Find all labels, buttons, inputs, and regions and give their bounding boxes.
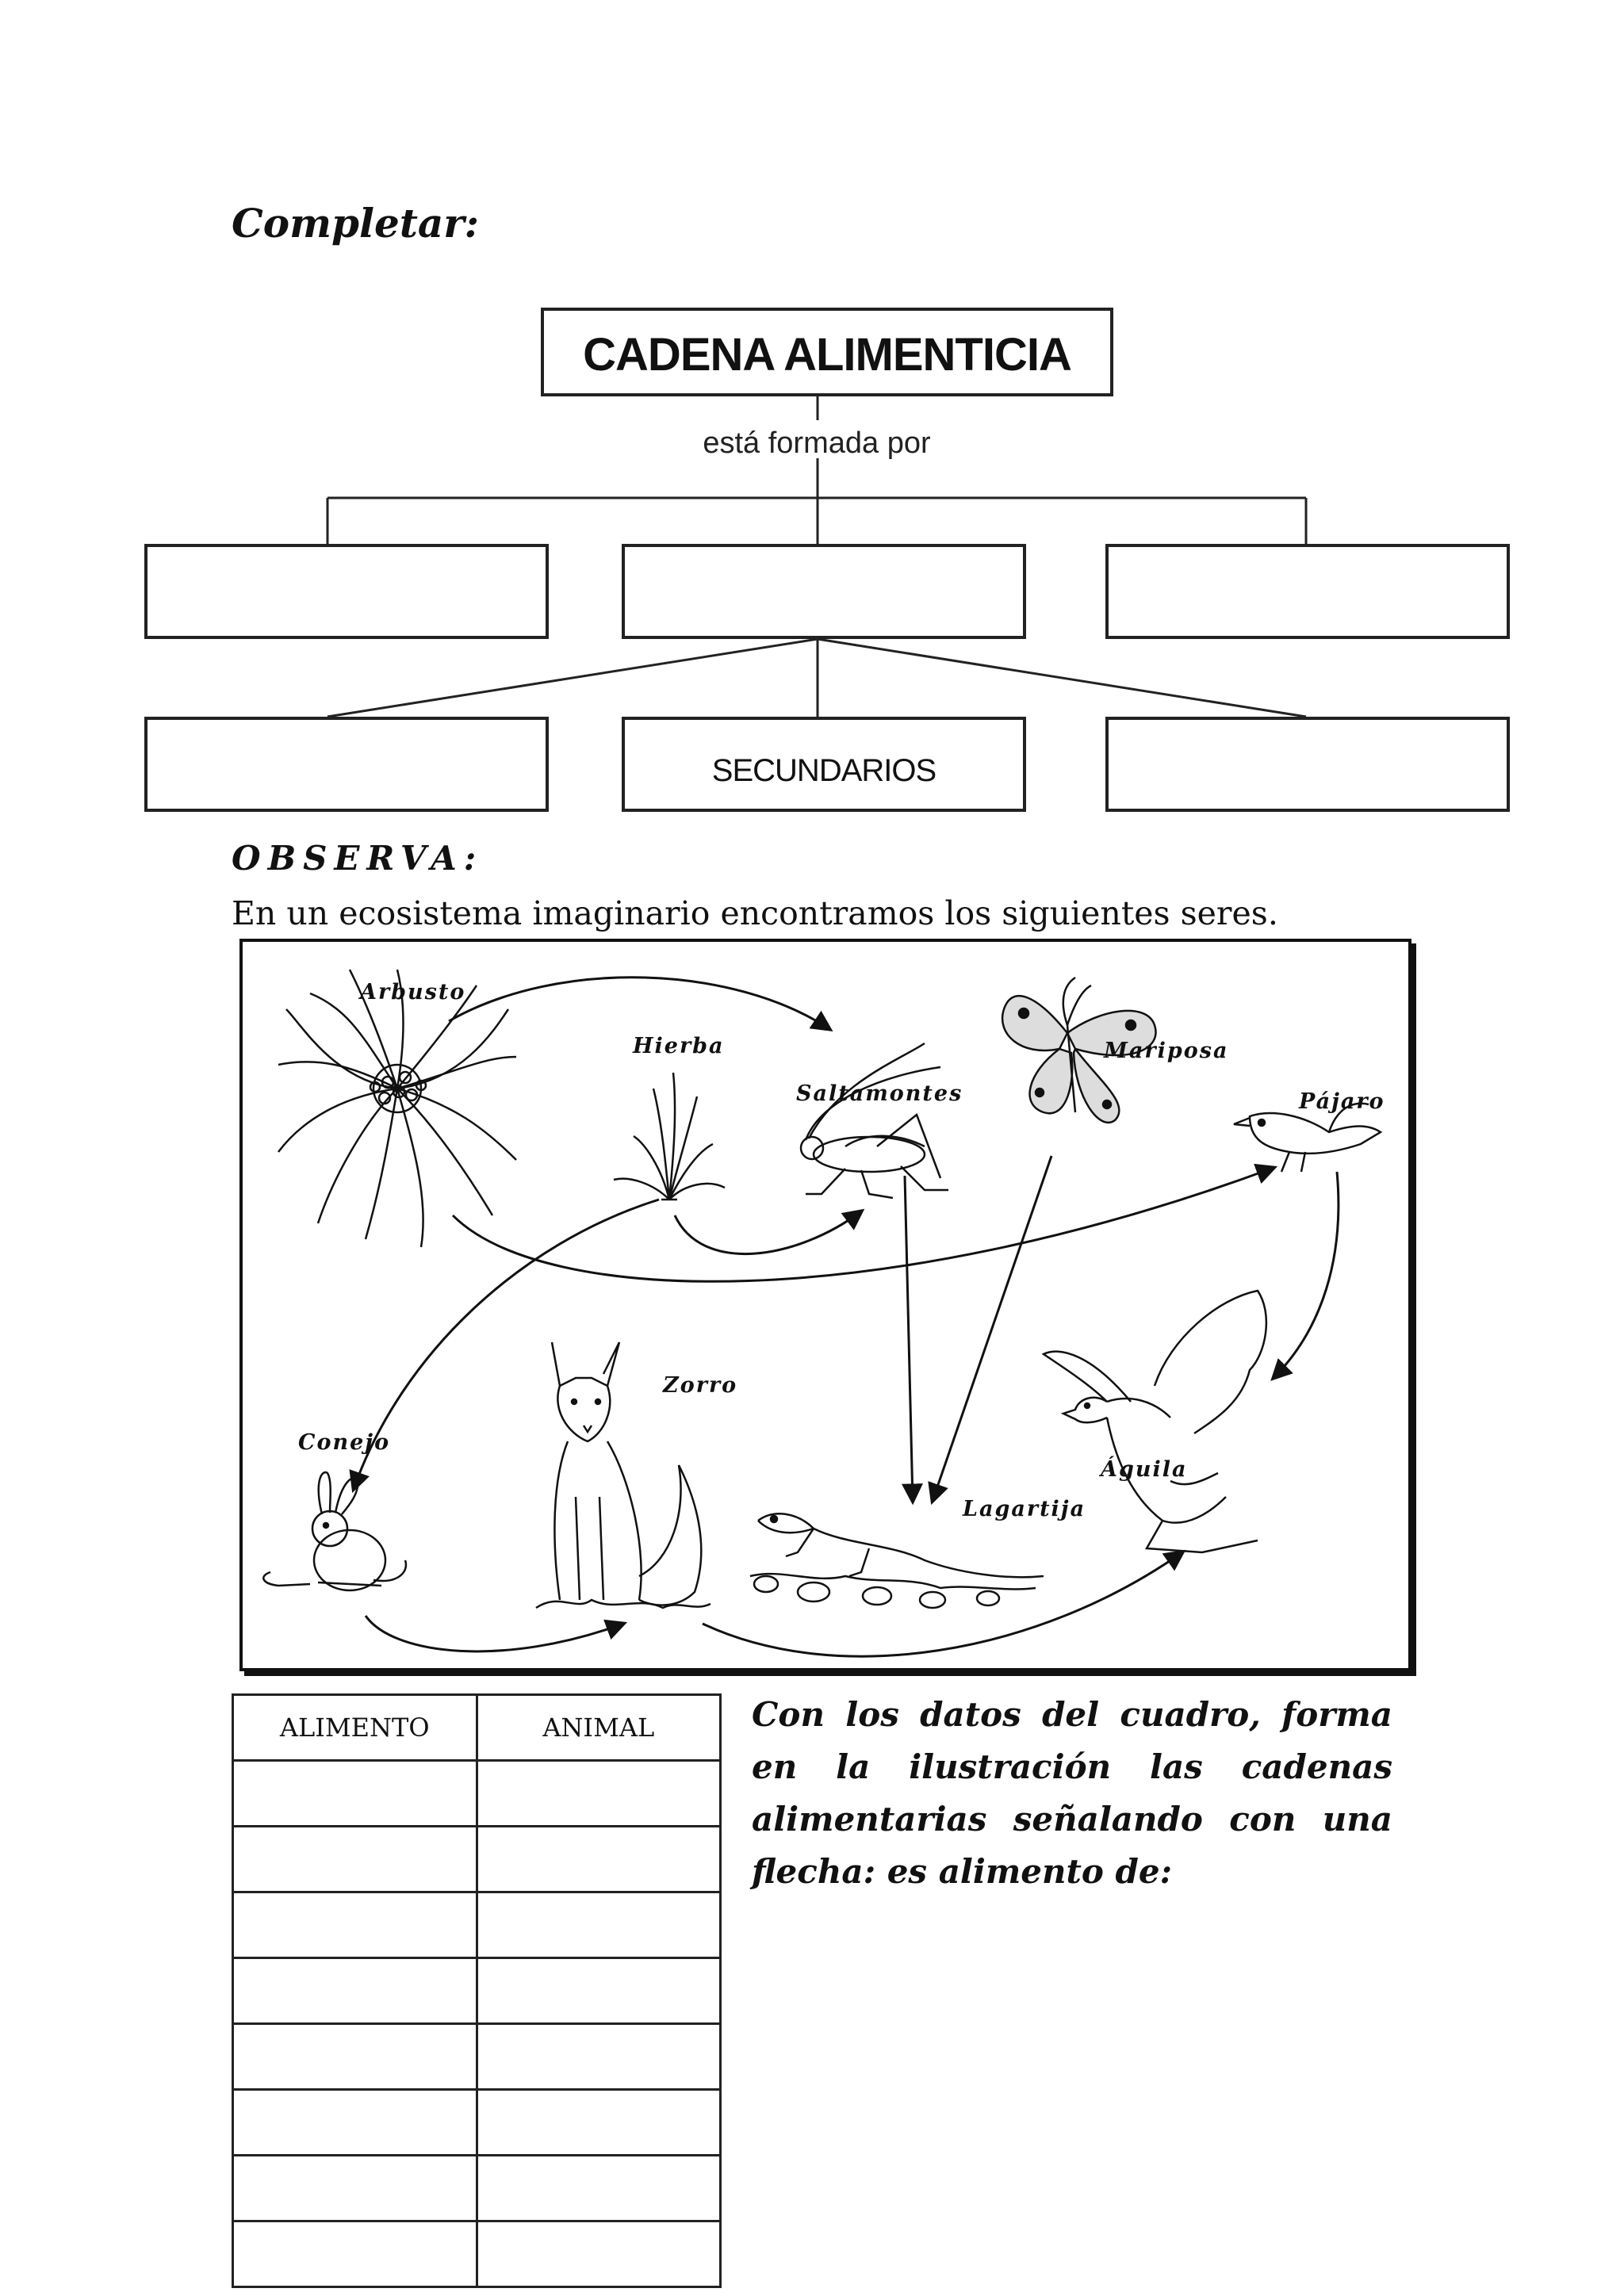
level1-box-right[interactable] xyxy=(1105,544,1510,639)
label-lagartija: Lagartija xyxy=(963,1497,1086,1521)
cell-alimento[interactable] xyxy=(233,2090,477,2156)
rabbit-drawing xyxy=(263,1472,406,1590)
cell-animal[interactable] xyxy=(477,1761,721,1827)
table-row xyxy=(233,2156,721,2221)
shrub-drawing xyxy=(278,970,516,1247)
table-row xyxy=(233,1958,721,2024)
label-mariposa: Mariposa xyxy=(1104,1039,1229,1063)
header-alimento: ALIMENTO xyxy=(233,1695,477,1761)
label-pajaro: Pájaro xyxy=(1299,1089,1385,1114)
completar-heading: Completar: xyxy=(232,200,480,247)
cell-animal[interactable] xyxy=(477,2156,721,2221)
instructions-text: Con los datos del cuadro, forma en la ilustración las cadenas alimentarias señalando con una flecha: es alimento de: xyxy=(752,1695,1392,1891)
table-row xyxy=(233,1892,721,1958)
ecosystem-illustration xyxy=(239,939,1411,1671)
cell-alimento[interactable] xyxy=(233,2024,477,2090)
level1-box-center[interactable] xyxy=(622,544,1026,639)
cell-animal[interactable] xyxy=(477,2024,721,2090)
label-conejo: Conejo xyxy=(298,1430,391,1455)
grass-drawing xyxy=(614,1073,725,1200)
cell-alimento[interactable] xyxy=(233,1892,477,1958)
label-zorro: Zorro xyxy=(663,1373,738,1398)
connector-label: está formada por xyxy=(703,427,931,460)
cell-alimento[interactable] xyxy=(233,2221,477,2287)
cell-animal[interactable] xyxy=(477,1958,721,2024)
cell-alimento[interactable] xyxy=(233,1827,477,1892)
concept-map-title-box xyxy=(541,308,1113,396)
concept-map-title: CADENA ALIMENTICIA xyxy=(583,329,1071,381)
level2-box-center-text: SECUNDARIOS xyxy=(711,753,936,788)
table-row xyxy=(233,2090,721,2156)
level1-box-left[interactable] xyxy=(144,544,549,639)
observa-intro: En un ecosistema imaginario encontramos los siguientes seres. xyxy=(232,894,1278,932)
table-row xyxy=(233,1827,721,1892)
cell-alimento[interactable] xyxy=(233,2156,477,2221)
table-row xyxy=(233,1761,721,1827)
food-chain-table xyxy=(232,1693,722,2288)
label-saltamontes: Saltamontes xyxy=(796,1081,963,1106)
cell-animal[interactable] xyxy=(477,2221,721,2287)
cell-animal[interactable] xyxy=(477,2090,721,2156)
header-animal: ANIMAL xyxy=(477,1695,721,1761)
table-row xyxy=(233,2024,721,2090)
table-header-row xyxy=(233,1695,721,1761)
lizard-drawing xyxy=(750,1513,1044,1608)
label-arbusto: Arbusto xyxy=(360,980,466,1004)
level2-box-center xyxy=(622,717,1026,812)
cell-animal[interactable] xyxy=(477,1827,721,1892)
cell-alimento[interactable] xyxy=(233,1958,477,2024)
grasshopper-drawing xyxy=(801,1043,948,1198)
cell-animal[interactable] xyxy=(477,1892,721,1958)
level2-box-right[interactable] xyxy=(1105,717,1510,812)
label-aguila: Águila xyxy=(1101,1457,1188,1482)
table-row xyxy=(233,2221,721,2287)
cell-alimento[interactable] xyxy=(233,1761,477,1827)
label-hierba: Hierba xyxy=(633,1034,725,1058)
level2-box-left[interactable] xyxy=(144,717,549,812)
observa-heading: OBSERVA: xyxy=(232,839,484,878)
food-chain-arrows xyxy=(354,978,1339,1656)
